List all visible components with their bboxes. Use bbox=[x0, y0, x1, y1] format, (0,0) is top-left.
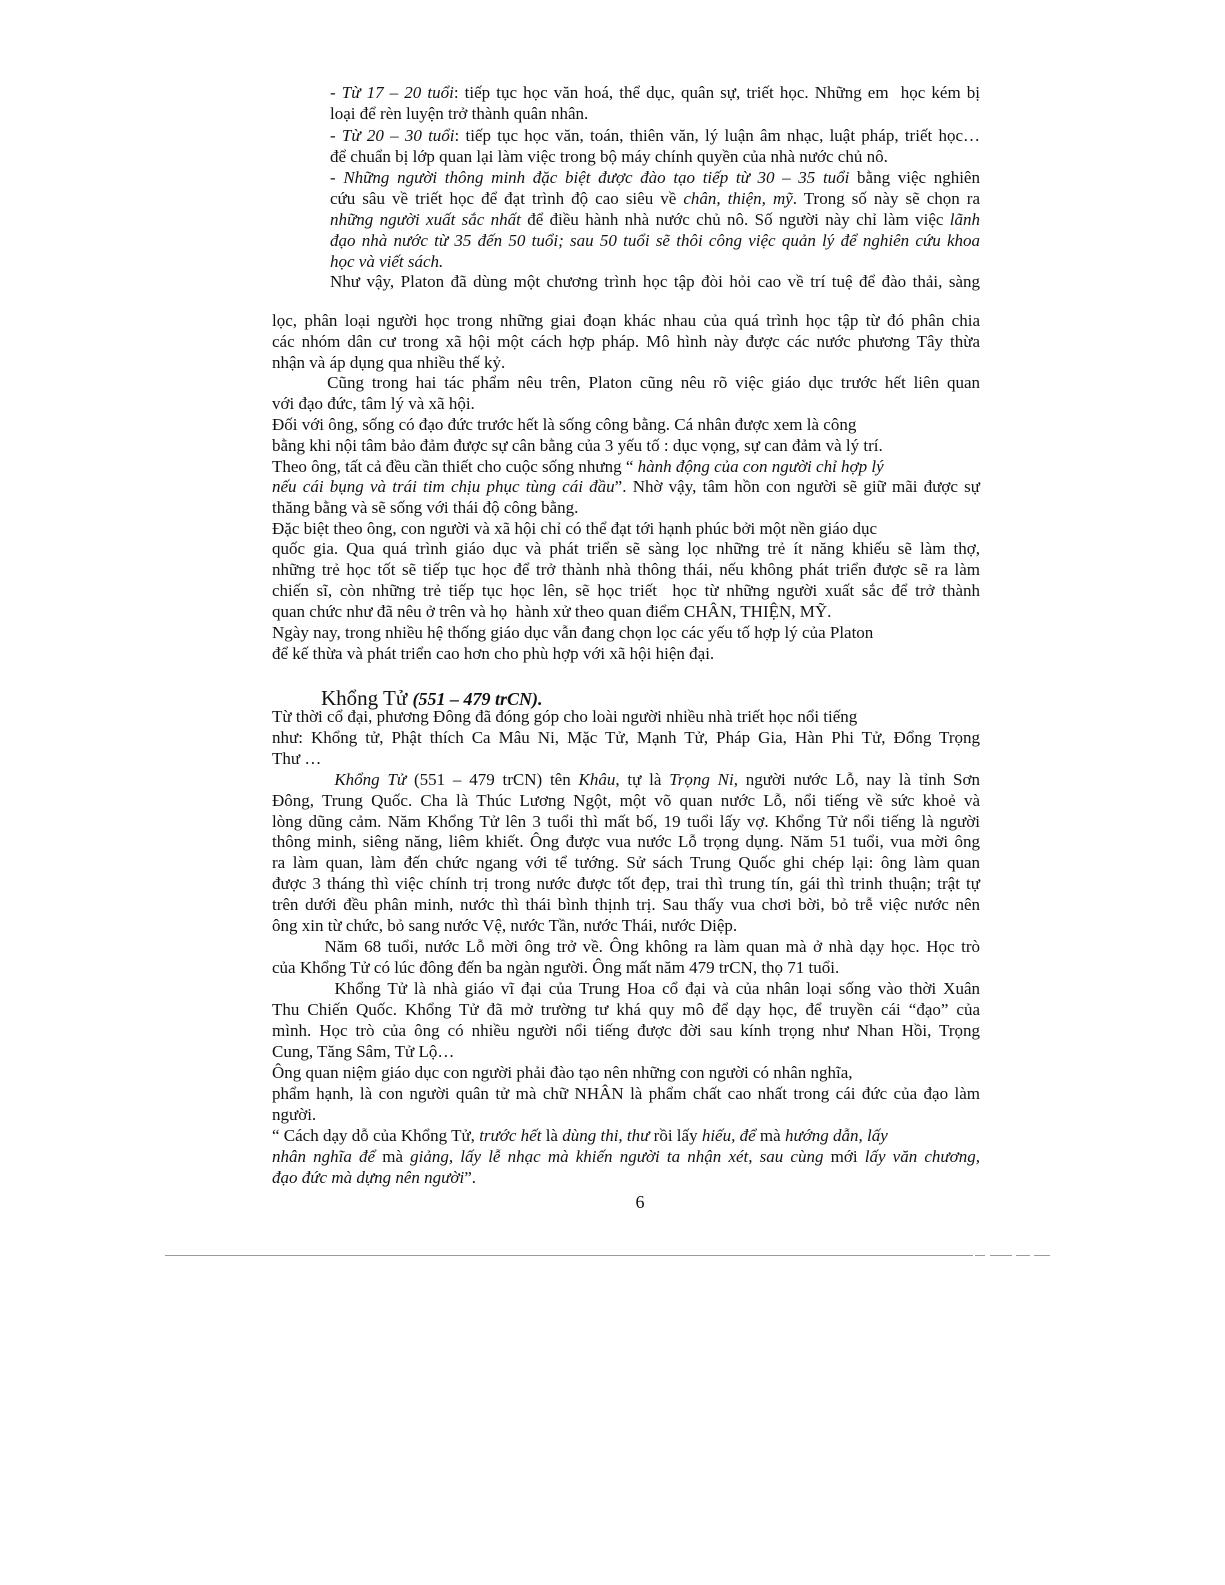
paragraph-line: để kế thừa và phát triển cao hơn cho phù hợp với xã hội hiện đại. bbox=[272, 644, 715, 663]
footer-rule-dash bbox=[975, 1255, 985, 1256]
paragraph-line: Đối với ông, sống có đạo đức trước hết là sống công bằng. Cá nhân được xem là công bbox=[272, 415, 857, 434]
paragraph-line: - Từ 20 – 30 tuổi: tiếp tục học văn, toán, thiên văn, lý luận âm nhạc, luật pháp, triết học… bbox=[330, 126, 980, 145]
section-line: thông minh, siêng năng, liêm khiết. Ông được vua nước Lỗ trọng dụng. Năm 51 tuổi, vua mời ông bbox=[272, 832, 980, 851]
paragraph-line: Cũng trong hai tác phẩm nêu trên, Platon cũng nêu rõ việc giáo dục trước hết liên quan bbox=[272, 373, 980, 392]
section-line: Ông quan niệm giáo dục con người phải đào tạo nên những con người có nhân nghĩa, bbox=[272, 1063, 853, 1082]
section-line: Năm 68 tuổi, nước Lỗ mời ông trở về. Ông không ra làm quan mà ở nhà dạy học. Học trò bbox=[272, 937, 980, 956]
section-line: như: Khổng tử, Phật thích Ca Mâu Ni, Mặc Tử, Mạnh Tử, Pháp Gia, Hàn Phi Tử, Đổng Trọng bbox=[272, 728, 980, 747]
footer-rule bbox=[165, 1255, 973, 1256]
section-line: trên dưới đều phân minh, nước thì thái bình thịnh trị. Sau thấy vua chơi bời, bỏ trễ việc nước nên bbox=[272, 895, 980, 914]
heading-name: Khổng Tử bbox=[321, 686, 408, 710]
section-line: Cung, Tăng Sâm, Tử Lộ… bbox=[272, 1042, 455, 1061]
paragraph-line: nhận và áp dụng qua nhiều thế kỷ. bbox=[272, 353, 506, 372]
paragraph-line: Ngày nay, trong nhiều hệ thống giáo dục vẫn đang chọn lọc các yếu tố hợp lý của Platon bbox=[272, 623, 874, 642]
paragraph-line: bằng khi nội tâm bảo đảm được sự cân bằng của 3 yếu tố : dục vọng, sự can đảm và lý trí. bbox=[272, 436, 883, 455]
section-line: mình. Học trò của ông có nhiều người nổi tiếng được đời sau kính trọng như Nhan Hồi, Trọng bbox=[272, 1021, 980, 1040]
paragraph-line: Theo ông, tất cả đều cần thiết cho cuộc sống nhưng “ hành động của con người chỉ hợp lý bbox=[272, 457, 884, 476]
section-line: Khổng Tử là nhà giáo vĩ đại của Trung Hoa cổ đại và của nhân loại sống vào thời Xuân bbox=[272, 979, 980, 998]
paragraph-line: - Những người thông minh đặc biệt được đào tạo tiếp từ 30 – 35 tuổi bằng việc nghiên bbox=[330, 168, 980, 187]
paragraph-line: nếu cái bụng và trái tim chịu phục tùng cái đầu”. Nhờ vậy, tâm hồn con người sẽ giữ mãi được sự bbox=[272, 477, 980, 496]
paragraph-line: học và viết sách. bbox=[330, 252, 444, 271]
paragraph-line: để chuẩn bị lớp quan lại làm việc trong bộ máy chính quyền của nhà nước chủ nô. bbox=[330, 147, 888, 166]
paragraph-line: Đặc biệt theo ông, con người và xã hội chỉ có thể đạt tới hạnh phúc bởi một nền giáo dục bbox=[272, 519, 878, 538]
paragraph-line: những trẻ học tốt sẽ tiếp tục học để trở thành nhà thông thái, nếu không phát triển được sẽ ra làm bbox=[272, 560, 980, 579]
footer-rule-dash bbox=[1034, 1255, 1050, 1256]
section-line: được 3 tháng thì việc chính trị trong nước được tốt đẹp, trai thì trung tín, gái thì trinh thuận; trật tự bbox=[272, 874, 980, 893]
paragraph-line: cứu sâu về triết học để đạt trình độ cao siêu về chân, thiện, mỹ. Trong số này sẽ chọn ra bbox=[330, 189, 980, 208]
paragraph-line: với đạo đức, tâm lý và xã hội. bbox=[272, 394, 475, 413]
paragraph-line: thăng bằng và sẽ sống với thái độ công bằng. bbox=[272, 498, 579, 517]
footer-rule-dash bbox=[990, 1255, 1012, 1256]
section-line: của Khổng Tử có lúc đông đến ba ngàn người. Ông mất năm 479 trCN, thọ 71 tuổi. bbox=[272, 958, 840, 977]
paragraph-line: loại để rèn luyện trở thành quân nhân. bbox=[330, 104, 589, 123]
section-line: ra làm quan, làm đến chức ngang với tể tướng. Sử sách Trung Quốc ghi chép lại: ông làm quan bbox=[272, 853, 980, 872]
section-line: Thu Chiến Quốc. Khổng Tử đã mở trường tư khá quy mô để dạy học, để truyền cái “đạo” của bbox=[272, 1000, 980, 1019]
paragraph-line: các nhóm dân cư trong xã hội một cách hợp pháp. Mô hình này được các nước phương Tây thừa bbox=[272, 332, 980, 351]
section-line: “ Cách dạy dỗ của Khổng Tử, trước hết là dùng thi, thư rồi lấy hiếu, để mà hướng dẫn, lấy bbox=[272, 1126, 888, 1145]
section-line: người. bbox=[272, 1105, 317, 1124]
paragraph-line: quan chức như đã nêu ở trên và họ hành xử theo quan điểm CHÂN, THIỆN, MỸ. bbox=[272, 602, 832, 621]
section-line: lòng dũng cảm. Năm Khổng Tử lên 3 tuổi thì mất bố, 19 tuổi lấy vợ. Khổng Tử nổi tiếng là người bbox=[272, 812, 980, 831]
paragraph-line: Như vậy, Platon đã dùng một chương trình học tập đòi hỏi cao về trí tuệ để đào thải, sàng bbox=[330, 272, 980, 291]
section-line: phẩm hạnh, là con người quân tử mà chữ NHÂN là phẩm chất cao nhất trong cái đức của đạo làm bbox=[272, 1084, 980, 1103]
paragraph-line: đạo nhà nước từ 35 đến 50 tuổi; sau 50 tuổi sẽ thôi công việc quản lý để nghiên cứu khoa bbox=[330, 231, 980, 250]
section-line: Khổng Tử (551 – 479 trCN) tên Khâu, tự là Trọng Ni, người nước Lỗ, nay là tỉnh Sơn bbox=[334, 770, 980, 789]
footer-rule-dash bbox=[1016, 1255, 1030, 1256]
paragraph-line: chiến sĩ, còn những trẻ tiếp tục học lên, sẽ học triết học từ những người xuất sắc để trở thành bbox=[272, 581, 980, 600]
section-line: nhân nghĩa để mà giảng, lấy lễ nhạc mà khiến người ta nhận xét, sau cùng mới lấy văn chương, bbox=[272, 1147, 980, 1166]
section-line: Đông, Trung Quốc. Cha là Thúc Lương Ngột, một võ quan nước Lỗ, nổi tiếng về sức khoẻ và bbox=[272, 791, 980, 810]
page-number: 6 bbox=[635, 1192, 645, 1212]
paragraph-line: - Từ 17 – 20 tuổi: tiếp tục học văn hoá, thể dục, quân sự, triết học. Những em học kém bị bbox=[330, 83, 980, 102]
section-line: Từ thời cổ đại, phương Đông đã đóng góp cho loài người nhiều nhà triết học nổi tiếng bbox=[272, 707, 858, 726]
paragraph-line: quốc gia. Qua quá trình giáo dục và phát triển sẽ sàng lọc những trẻ ít năng khiếu sẽ làm thợ, bbox=[272, 539, 980, 558]
section-line: ông xin từ chức, bỏ sang nước Vệ, nước Tần, nước Thái, nước Diệp. bbox=[272, 916, 738, 935]
paragraph-line: lọc, phân loại người học trong những giai đoạn khác nhau của quá trình học tập từ đó phân chia bbox=[272, 311, 980, 330]
section-line: đạo đức mà dựng nên người”. bbox=[272, 1168, 477, 1187]
section-line: Thư … bbox=[272, 749, 322, 768]
paragraph-line: những người xuất sắc nhất để điều hành nhà nước chủ nô. Số người này chỉ làm việc lãnh bbox=[330, 210, 981, 229]
heading-dates: (551 – 479 trCN). bbox=[412, 689, 543, 709]
